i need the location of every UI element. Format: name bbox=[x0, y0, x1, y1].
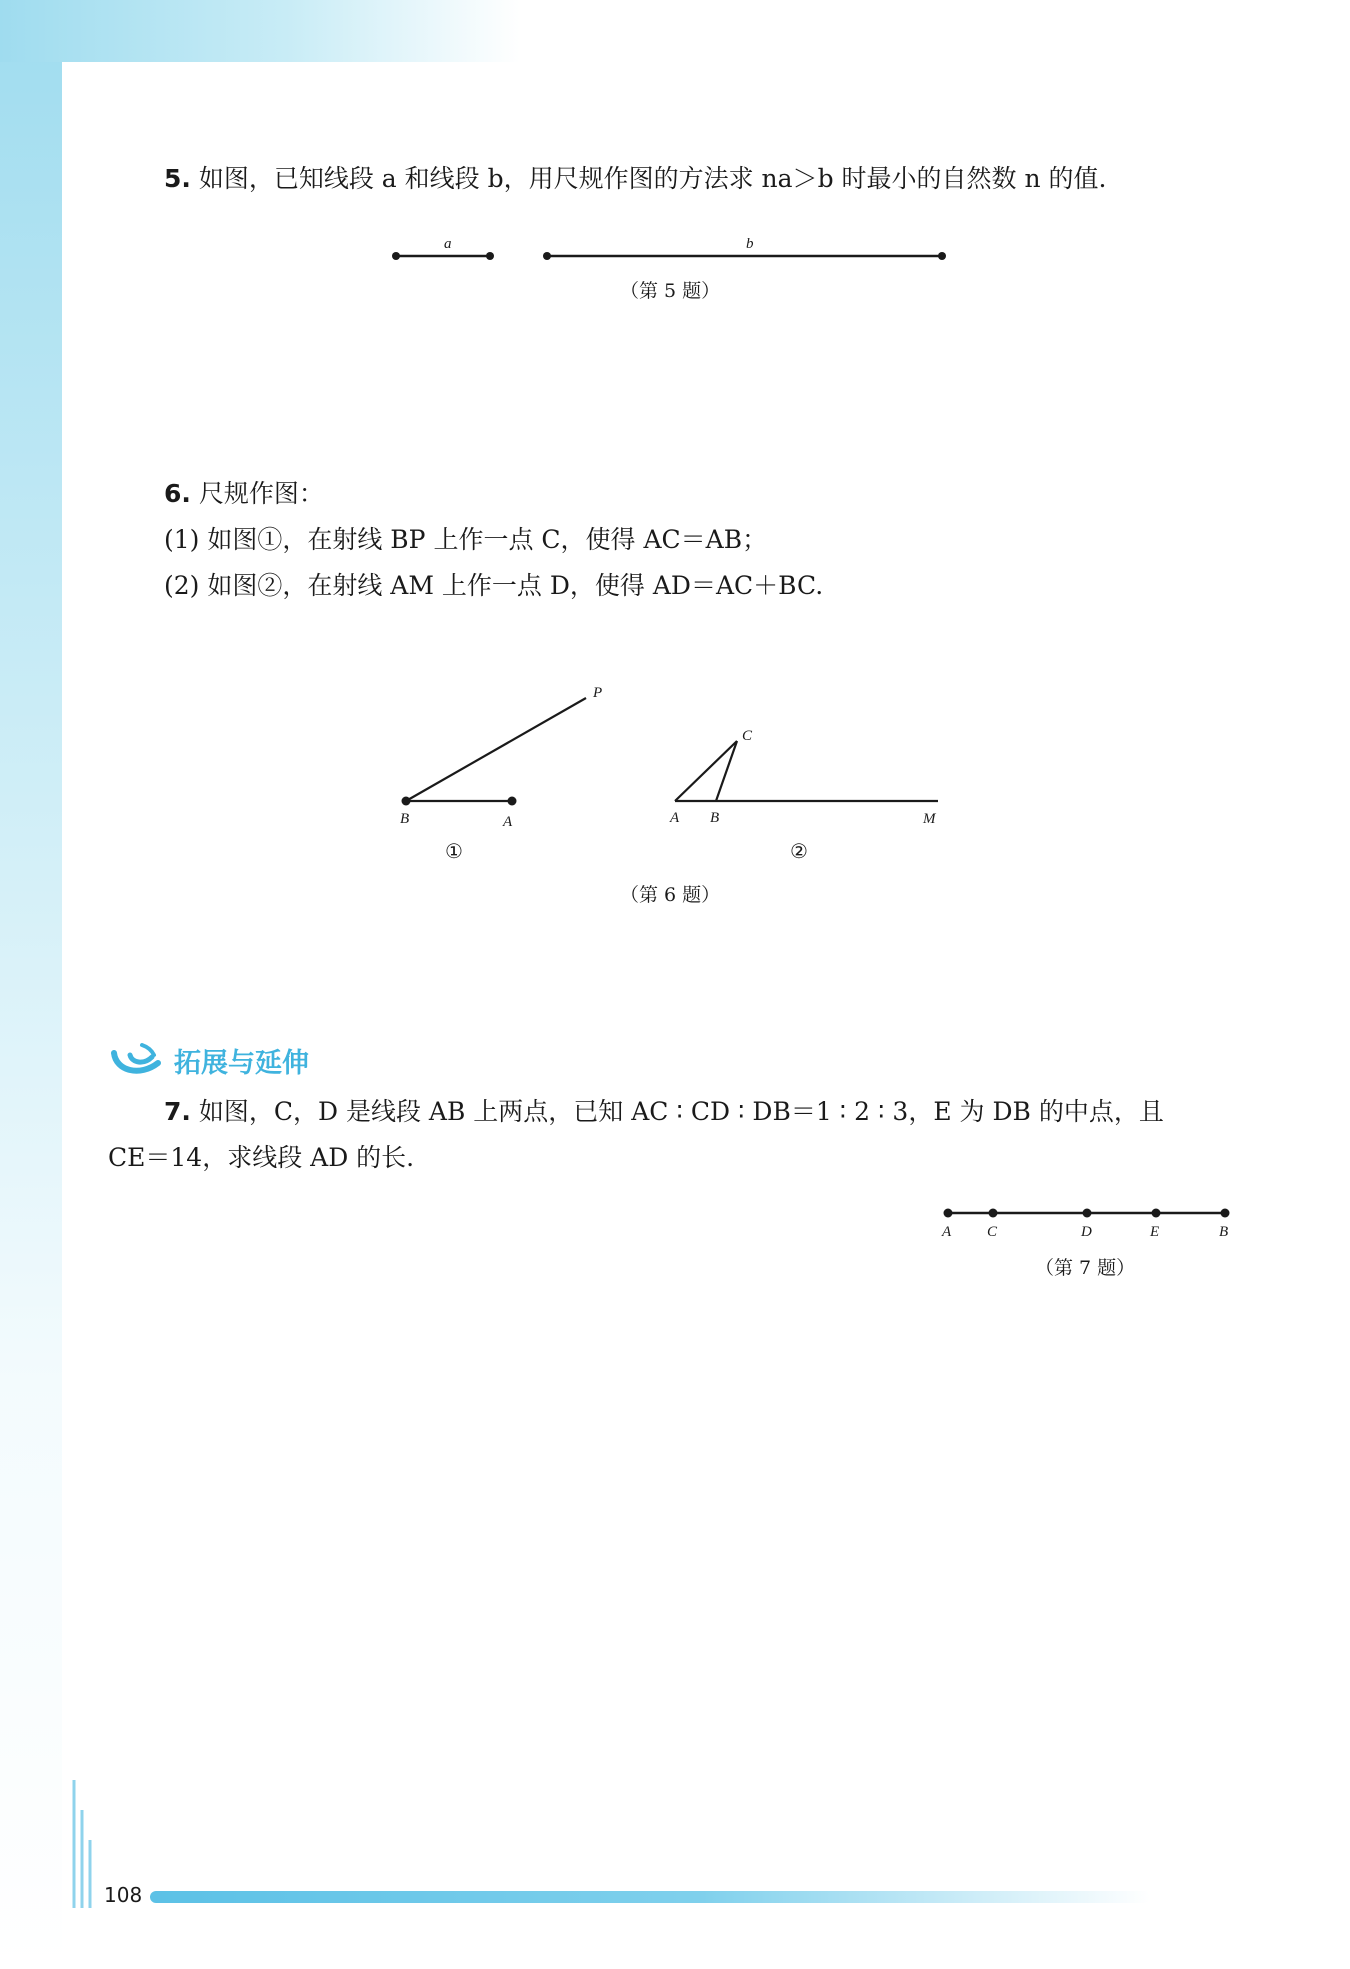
page-sheet bbox=[62, 62, 1350, 1969]
question-7-number: 7. bbox=[164, 1097, 191, 1126]
segment-b-start-point bbox=[543, 252, 551, 260]
fig7-label-E: E bbox=[1150, 1224, 1160, 1240]
footer-decoration-lines bbox=[70, 1780, 100, 1910]
caption-q6: （第 6 题） bbox=[620, 884, 721, 906]
point-B bbox=[402, 797, 411, 806]
fig7-label-C: C bbox=[987, 1224, 998, 1240]
fig1-label-A: A bbox=[503, 814, 513, 830]
fig2-label-M: M bbox=[923, 811, 936, 827]
point-E bbox=[1152, 1209, 1161, 1218]
fig1-id: ① bbox=[445, 841, 463, 863]
top-decoration-band bbox=[0, 0, 520, 62]
side-decoration-band bbox=[0, 0, 62, 1969]
label-a: a bbox=[444, 236, 452, 252]
caption-q7: （第 7 题） bbox=[1035, 1257, 1136, 1279]
segment-AC bbox=[675, 741, 737, 801]
fig1-label-B: B bbox=[400, 811, 410, 827]
fig1-label-P: P bbox=[593, 685, 603, 701]
question-7-line-2: CE＝14，求线段 AD 的长. bbox=[108, 1143, 415, 1172]
figure-q6 bbox=[390, 680, 970, 870]
segment-a-start-point bbox=[392, 252, 400, 260]
label-b: b bbox=[746, 236, 754, 252]
point-A bbox=[508, 797, 517, 806]
point-C bbox=[989, 1209, 998, 1218]
fig2-label-C: C bbox=[742, 728, 753, 744]
caption-q5: （第 5 题） bbox=[620, 280, 721, 302]
segment-b-end-point bbox=[938, 252, 946, 260]
question-6-part-1: (1) 如图①，在射线 BP 上作一点 C，使得 AC＝AB； bbox=[164, 525, 768, 554]
section-title: 拓展与延伸 bbox=[174, 1048, 309, 1079]
point-D bbox=[1083, 1209, 1092, 1218]
fig2-label-B: B bbox=[710, 810, 720, 826]
question-6-heading: 尺规作图： bbox=[198, 479, 324, 508]
point-B bbox=[1221, 1209, 1230, 1218]
question-5-body: 如图，已知线段 a 和线段 b，用尺规作图的方法求 na＞b 时最小的自然数 n 的值. bbox=[198, 164, 1107, 193]
fig2-label-A: A bbox=[670, 810, 680, 826]
fig7-label-D: D bbox=[1081, 1224, 1092, 1240]
ray-BP bbox=[406, 698, 586, 801]
fig7-label-A: A bbox=[942, 1224, 952, 1240]
page-number: 108 bbox=[104, 1883, 143, 1907]
question-5-text bbox=[164, 156, 1106, 202]
question-6-title bbox=[164, 471, 324, 517]
figure-q7 bbox=[930, 1195, 1250, 1240]
question-7-line-1 bbox=[164, 1089, 1164, 1135]
swirl-icon bbox=[108, 1033, 168, 1083]
footer-bar bbox=[150, 1891, 1150, 1903]
fig2-id: ② bbox=[790, 841, 808, 863]
question-7-text-1: 如图，C，D 是线段 AB 上两点，已知 AC ∶ CD ∶ DB＝1 ∶ 2 ∶ 3，E 为 DB 的中点，且 bbox=[198, 1097, 1164, 1126]
fig7-label-B: B bbox=[1219, 1224, 1229, 1240]
point-A bbox=[944, 1209, 953, 1218]
segment-a-end-point bbox=[486, 252, 494, 260]
question-6-part-2: (2) 如图②，在射线 AM 上作一点 D，使得 AD＝AC＋BC. bbox=[164, 571, 824, 600]
question-5-number: 5. bbox=[164, 164, 191, 193]
figure-q5 bbox=[380, 225, 960, 275]
question-6-number: 6. bbox=[164, 479, 191, 508]
